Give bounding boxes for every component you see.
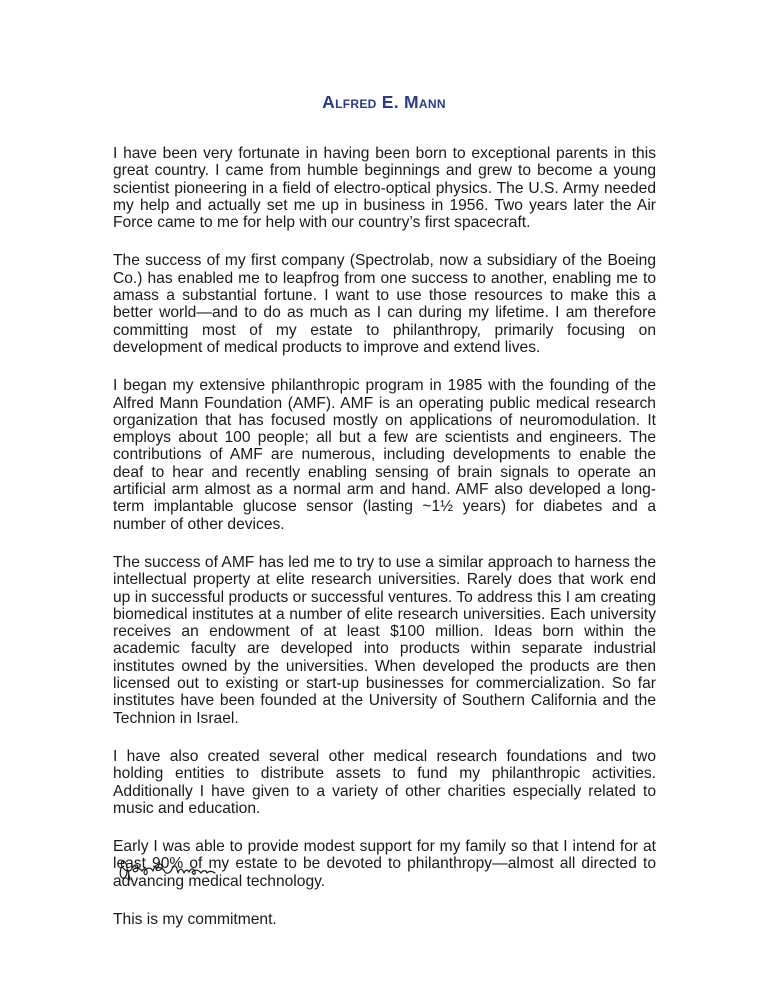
paragraph-4: The success of AMF has led me to try to use a similar approach to harness the intellectual property at elite research universities. Rarely does that work end up in successful products or successful ventures. To address this I am creating biomedical institutes at a number of elite research universities. Each university receives an endowment of at least $100 million. Ideas born within the academic faculty are developed into products within separate industrial institutes owned by the universities. When developed the products are then licensed out to existing or start-up businesses for commercialization. So far institutes have been founded at the University of Southern California and the Technion in Israel.	[113, 553, 656, 727]
paragraph-1: I have been very fortunate in having been born to exceptional parents in this great country. I came from humble beginnings and grew to become a young scientist pioneering in a field of electro-optical physics. The U.S. Army needed my help and actually set me up in business in 1956. Two years later the Air Force came to me for help with our country’s first spacecraft.	[113, 145, 656, 232]
closing-line: This is my commitment.	[113, 910, 277, 928]
signature	[116, 856, 220, 882]
letter-body	[113, 145, 656, 928]
paragraph-6: Early I was able to provide modest support for my family so that I intend for at least 90% of my estate to be devoted to philanthropy—almost all directed to advancing medical technology.	[113, 838, 656, 890]
paragraph-3: I began my extensive philanthropic program in 1985 with the founding of the Alfred Mann Foundation (AMF). AMF is an operating public medical research organization that has focused mostly on applications of neuromodulation. It employs about 100 people; all but a few are scientists and engineers. The contributions of AMF are numerous, including developments to enable the deaf to hear and recently enabling sensing of brain signals to operate an artificial arm almost as a normal arm and hand. AMF also developed a long-term implantable glucose sensor (lasting ~1½ years) for diabetes and a number of other devices.	[113, 377, 656, 533]
paragraph-2: The success of my first company (Spectrolab, now a subsidiary of the Boeing Co.) has enabled me to leapfrog from one success to another, enabling me to amass a substantial fortune. I want to use those resources to make this a better world—and to do as much as I can during my lifetime. I am therefore committing most of my estate to philanthropy, primarily focusing on development of medical products to improve and extend lives.	[113, 252, 656, 356]
paragraph-5: I have also created several other medical research foundations and two holding entities to distribute assets to fund my philanthropic activities. Additionally I have given to a variety of other charities especially related to music and education.	[113, 747, 656, 817]
author-heading: Alfred E. Mann	[322, 92, 446, 112]
